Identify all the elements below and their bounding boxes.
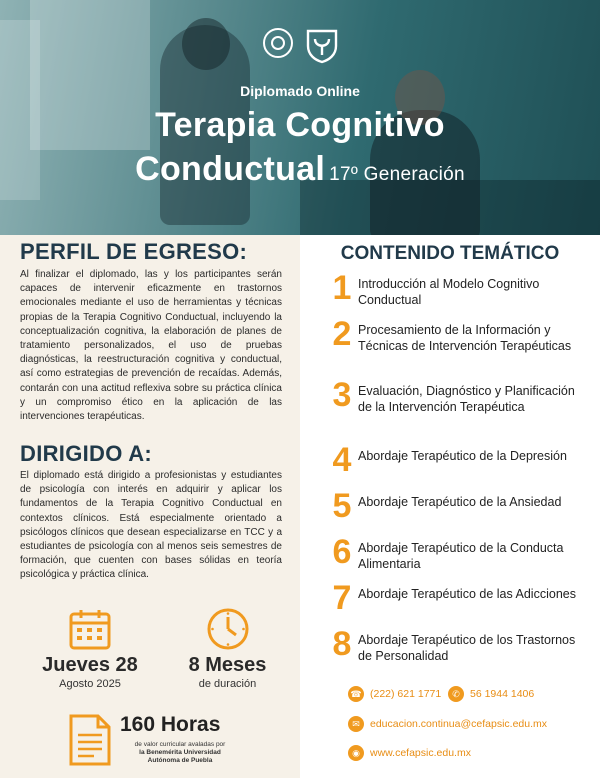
dirigido-heading: DIRIGIDO A: bbox=[20, 441, 153, 466]
start-date bbox=[30, 607, 150, 690]
hours-caption-line3: Autónoma de Puebla bbox=[147, 757, 213, 764]
whatsapp-contact[interactable] bbox=[448, 686, 534, 702]
module-title: Abordaje Terapéutico de los Trastornos de Personalidad bbox=[358, 633, 576, 663]
duration-value: 8 Meses bbox=[188, 654, 267, 676]
email-link[interactable] bbox=[348, 716, 547, 732]
cefapsic-shield-icon bbox=[305, 28, 339, 64]
date-value: Jueves 28 bbox=[42, 654, 138, 676]
dirigido-text: El diplomado está dirigido a profesionistas y estudiantes de psicología con interés en adquirir y aplicar los fundamentos de la Terapia Cognitivo Conductual en contextos clínicos. Está especialmente orientado a psicólogos clínicos que desean especializarse en TCC y a estudiantes de psicología con al menos seis semestres de formación, que cuenten con bases sólidas en teoría psicológica y práctica clínica. bbox=[20, 470, 282, 581]
whatsapp-icon: ✆ bbox=[448, 686, 464, 702]
hours-caption-line1: de valor curricular avaladas por bbox=[134, 741, 226, 748]
module-number: 3 bbox=[332, 376, 352, 414]
university-seal-icon bbox=[263, 28, 293, 58]
clock-icon bbox=[206, 607, 250, 651]
duration bbox=[170, 607, 285, 690]
hero-subtitle: Diplomado Online bbox=[240, 83, 360, 99]
module-number: 6 bbox=[332, 533, 352, 571]
hours-caption bbox=[120, 741, 240, 765]
module-number: 7 bbox=[332, 579, 352, 617]
contenido-heading: CONTENIDO TEMÁTICO bbox=[340, 243, 560, 264]
document-icon bbox=[68, 713, 112, 767]
email-address: educacion.continua@cefapsic.edu.mx bbox=[370, 718, 548, 730]
hero-title-line2 bbox=[0, 150, 600, 189]
right-column bbox=[300, 235, 600, 778]
globe-icon: ◉ bbox=[348, 745, 364, 761]
perfil-text: Al finalizar el diplomado, las y los participantes serán capaces de intervenir eficazmente en trastornos emocionales mediante el uso de herramientas y técnicas propias de la Terapia Cognitivo Conductual, incluyendo la conceptualización cognitiva, la elaboración de planes de tratamiento personalizados, el uso de pruebas diagnósticas, la reestructuración cognitiva y conductual, así como estrategias de prevención de recaídas. Además, contarán con una actitud reflexiva sobre su práctica clínica y un compromiso ético en la aplicación de las intervenciones terapéuticas. bbox=[20, 269, 282, 423]
module-title: Procesamiento de la Información y Técnicas de Intervención Terapéuticas bbox=[358, 323, 572, 353]
date-subtitle: Agosto 2025 bbox=[59, 678, 121, 690]
hours-caption-line2: la Benemérita Universidad bbox=[139, 749, 221, 756]
website-url: www.cefapsic.edu.mx bbox=[370, 747, 471, 759]
calendar-icon bbox=[68, 607, 112, 651]
email-icon: ✉ bbox=[348, 716, 364, 732]
module-title: Abordaje Terapéutico de la Ansiedad bbox=[358, 495, 562, 509]
hero-banner bbox=[0, 0, 600, 235]
module-title: Abordaje Terapéutico de la Conducta Alimentaria bbox=[358, 541, 564, 571]
phone-number: (222) 621 1771 bbox=[370, 688, 442, 700]
module-number: 2 bbox=[332, 315, 352, 353]
module-title: Evaluación, Diagnóstico y Planificación de la Intervención Terapéutica bbox=[358, 384, 575, 414]
website-link[interactable] bbox=[348, 745, 471, 761]
whatsapp-number: 56 1944 1406 bbox=[470, 688, 535, 700]
left-column bbox=[0, 235, 300, 778]
module-title: Abordaje Terapéutico de las Adicciones bbox=[358, 587, 576, 601]
perfil-heading: PERFIL DE EGRESO: bbox=[20, 239, 248, 264]
module-title: Introducción al Modelo Cognitivo Conductual bbox=[358, 277, 540, 307]
module-number: 5 bbox=[332, 487, 352, 525]
curricular-hours bbox=[68, 713, 288, 769]
module-number: 4 bbox=[332, 441, 352, 479]
hero-generation: 17º Generación bbox=[329, 164, 465, 185]
phone-contact[interactable] bbox=[348, 686, 441, 702]
therapist-head bbox=[182, 18, 230, 70]
module-number: 8 bbox=[332, 625, 352, 663]
hero-title-line1: Terapia Cognitivo bbox=[155, 106, 445, 144]
phone-icon: ☎ bbox=[348, 686, 364, 702]
hours-value: 160 Horas bbox=[120, 713, 221, 736]
module-title: Abordaje Terapéutico de la Depresión bbox=[358, 449, 567, 463]
hero-title-word: Conductual bbox=[135, 150, 326, 188]
module-number: 1 bbox=[332, 269, 352, 307]
duration-subtitle: de duración bbox=[198, 678, 257, 690]
logos bbox=[263, 28, 339, 64]
